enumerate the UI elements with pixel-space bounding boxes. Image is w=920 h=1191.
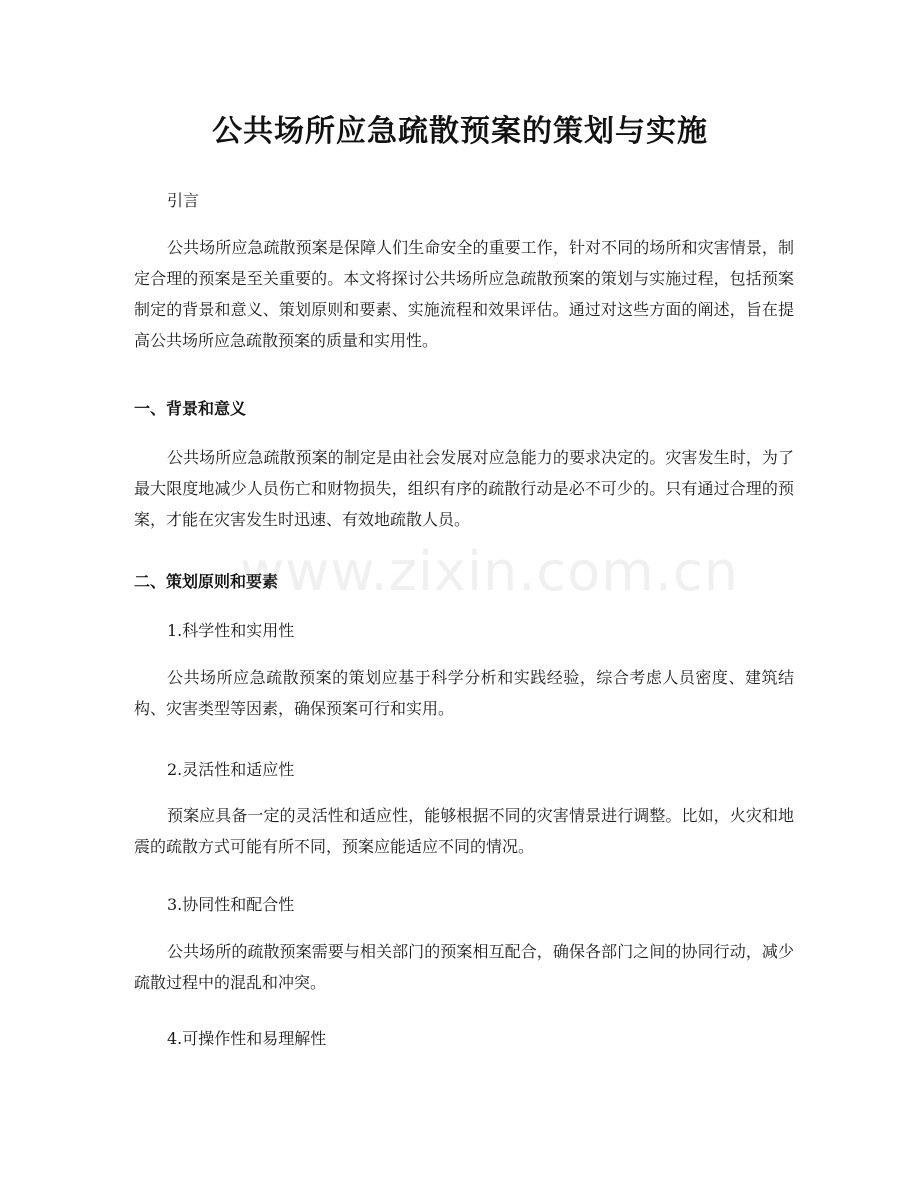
section-heading-background: 一、背景和意义	[134, 399, 247, 418]
item-3-paragraph: 公共场所的疏散预案需要与相关部门的预案相互配合，确保各部门之间的协同行动，减少疏散过程中的混乱和冲突。	[134, 942, 794, 992]
item-2-title: 2.灵活性和适应性	[167, 760, 295, 779]
item-2-paragraph: 预案应具备一定的灵活性和适应性，能够根据不同的灾害情景进行调整。比如，火灾和地震的疏散方式可能有所不同，预案应能适应不同的情况。	[134, 806, 794, 856]
section-background-paragraph: 公共场所应急疏散预案的制定是由社会发展对应急能力的要求决定的。灾害发生时，为了最大限度地减少人员伤亡和财物损失，组织有序的疏散行动是必不可少的。只有通过合理的预案，才能在灾害发生时迅速、有效地疏散人员。	[134, 448, 794, 529]
item-1-paragraph: 公共场所应急疏散预案的策划应基于科学分析和实践经验，综合考虑人员密度、建筑结构、灾害类型等因素，确保预案可行和实用。	[134, 668, 794, 718]
page-title: 公共场所应急疏散预案的策划与实施	[212, 114, 708, 149]
watermark: www.zixin.com.cn	[240, 540, 739, 603]
item-1-title: 1.科学性和实用性	[167, 621, 295, 640]
item-3-title: 3.协同性和配合性	[167, 895, 295, 914]
section-heading-principles: 二、策划原则和要素	[134, 572, 279, 591]
intro-label: 引言	[167, 191, 200, 210]
intro-paragraph: 公共场所应急疏散预案是保障人们生命安全的重要工作，针对不同的场所和灾害情景，制定合理的预案是至关重要的。本文将探讨公共场所应急疏散预案的策划与实施过程，包括预案制定的背景和意义、策划原则和要素、实施流程和效果评估。通过对这些方面的阐述，旨在提高公共场所应急疏散预案的质量和实用性。	[134, 238, 794, 350]
item-4-title: 4.可操作性和易理解性	[167, 1029, 327, 1048]
